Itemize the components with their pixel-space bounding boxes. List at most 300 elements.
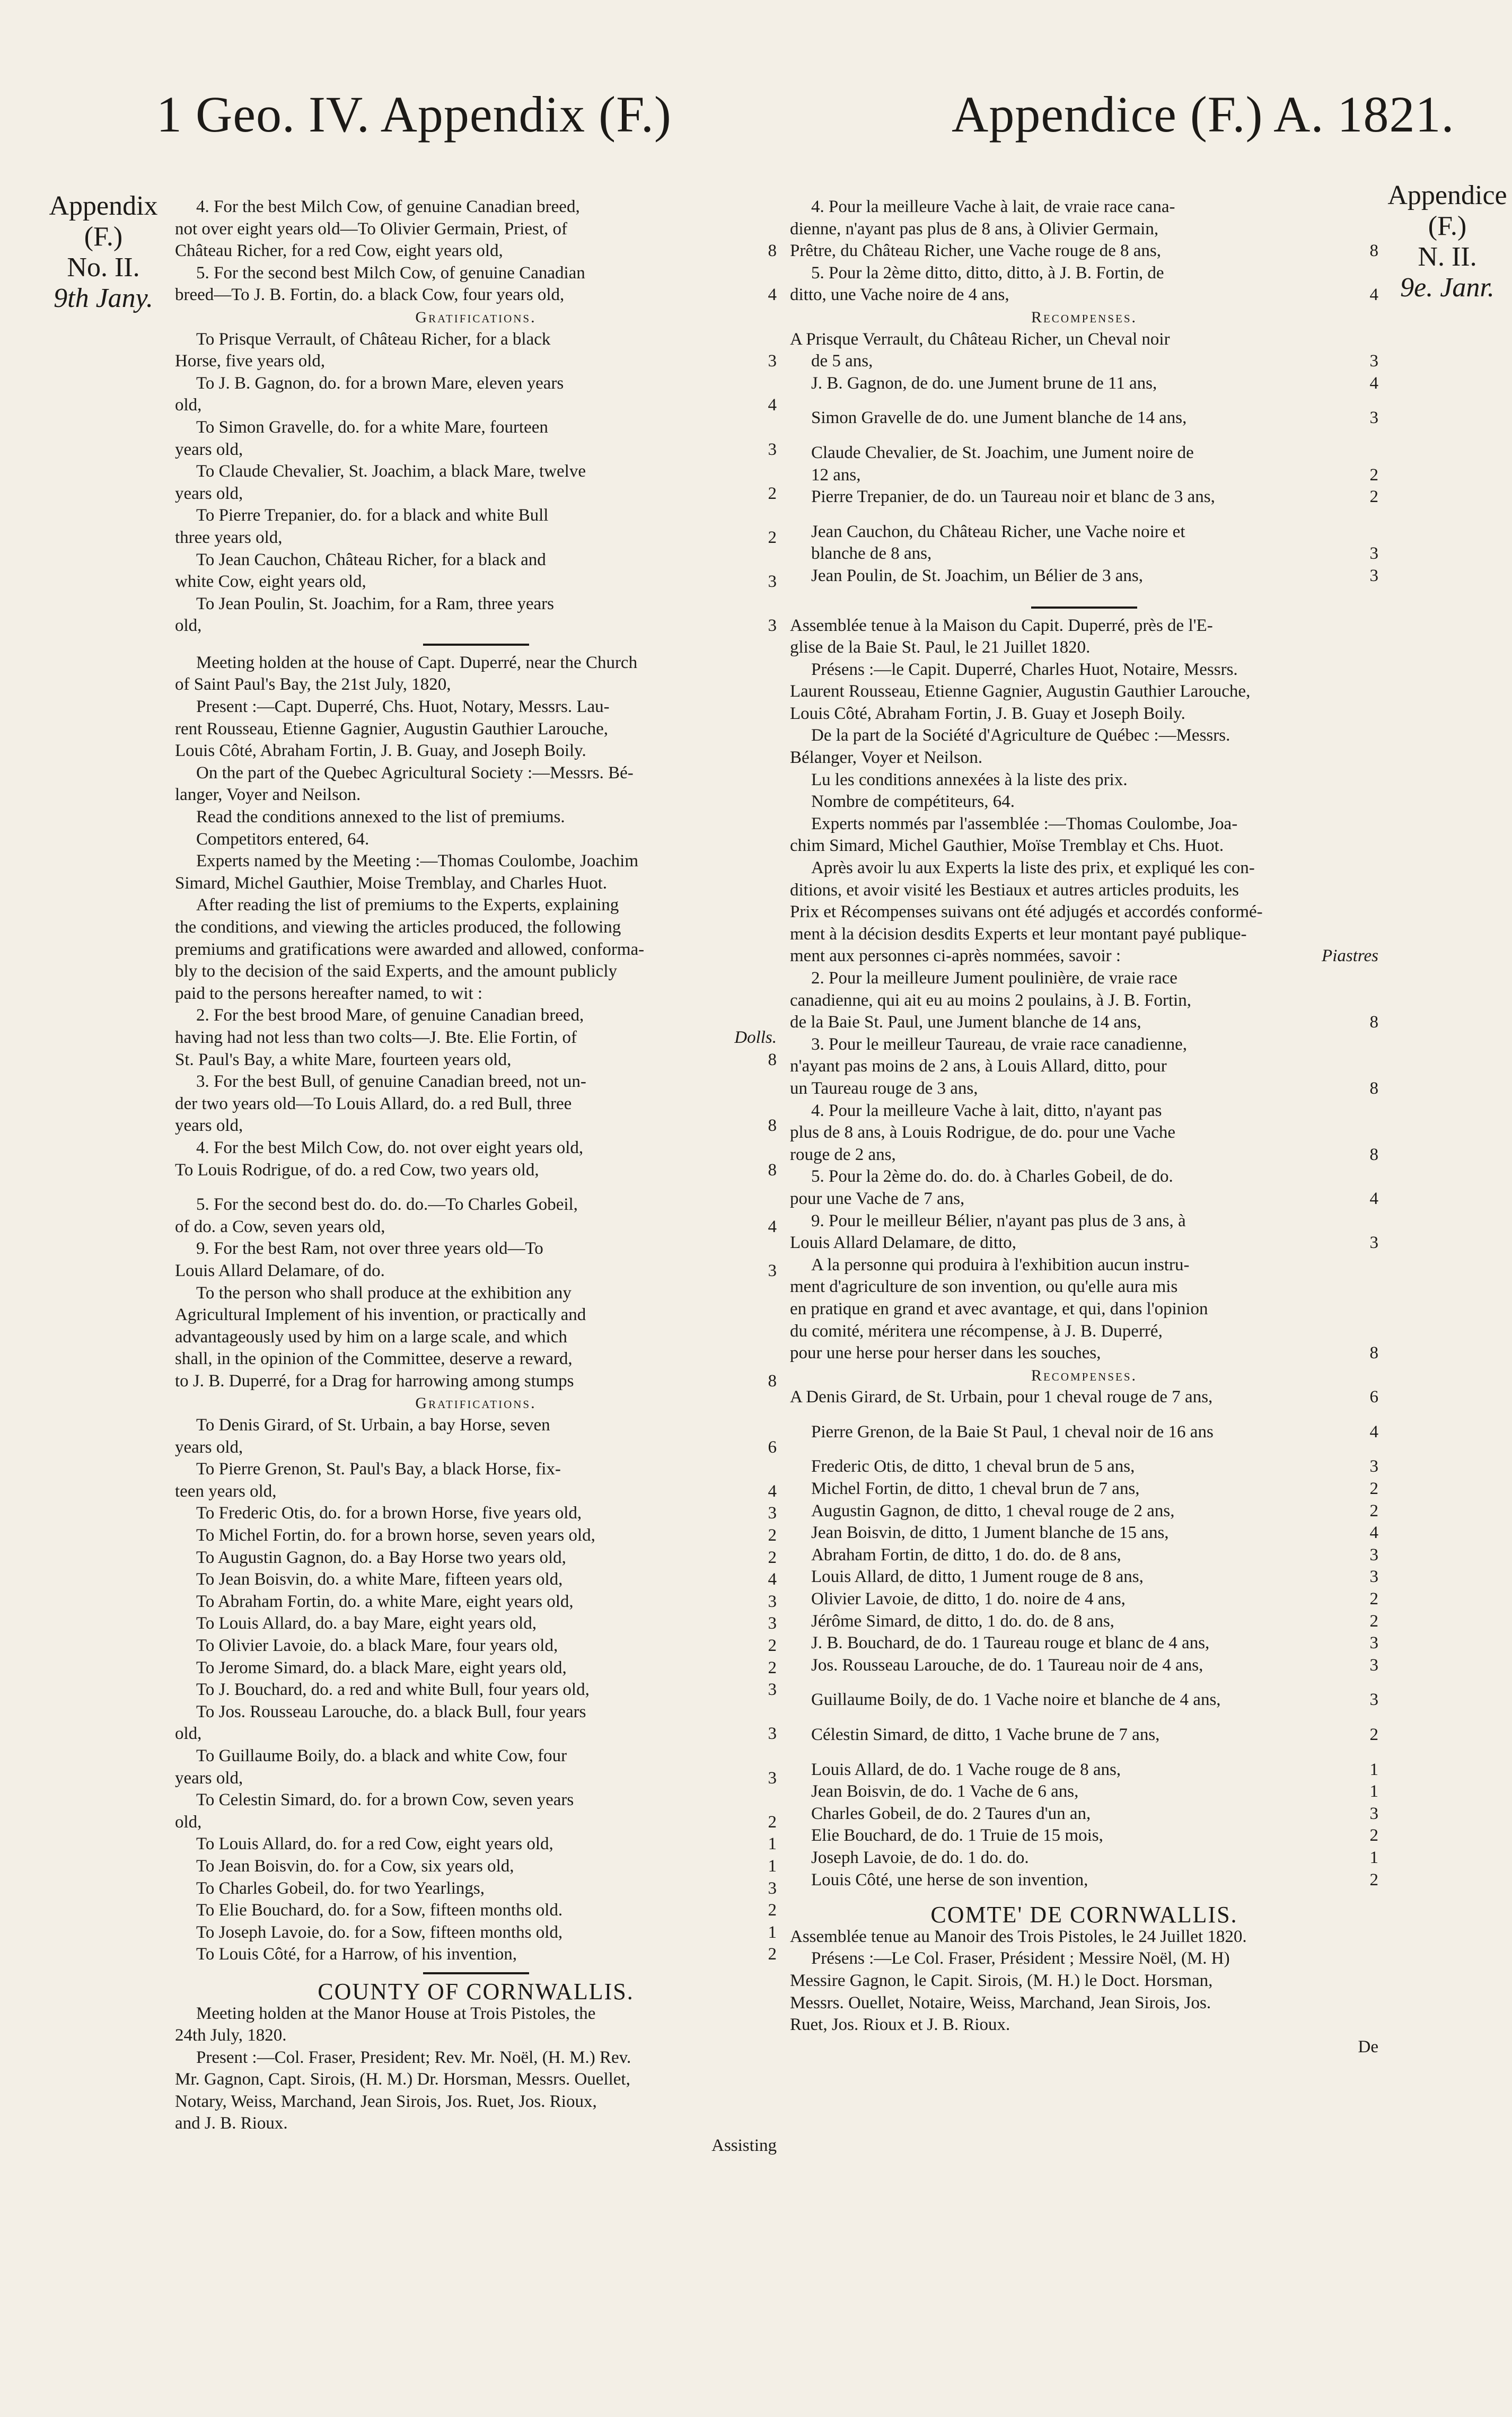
- line-text: and J. B. Rioux.: [175, 2114, 288, 2133]
- text-line: [175, 1238, 777, 1260]
- text-line: [790, 769, 1378, 792]
- text-line: [175, 417, 777, 439]
- text-line: [175, 1392, 777, 1414]
- text-line: [790, 1298, 1378, 1321]
- amount-value: 4: [768, 285, 777, 305]
- line-text: 2. Pour la meilleure Jument poulinière, de vraie race: [811, 969, 1177, 988]
- line-text: To Prisque Verrault, of Château Richer, for a black: [196, 329, 551, 349]
- amount-value: [745, 674, 777, 696]
- text-line: [175, 1437, 777, 1459]
- text-line: [175, 762, 777, 785]
- text-line: [175, 806, 777, 829]
- text-line: [790, 1034, 1378, 1056]
- amount-value: 3: [768, 572, 777, 592]
- margin-label: Appendix: [49, 191, 158, 221]
- amount-value: [745, 329, 777, 351]
- line-text: rouge de 2 ans,: [790, 1145, 896, 1164]
- text-line: [790, 1365, 1378, 1387]
- line-text: To Claude Chevalier, St. Joachim, a black Mare, twelve: [196, 462, 586, 481]
- text-line: [790, 521, 1378, 543]
- line-text: J. B. Bouchard, de do. 1 Taureau rouge et blanc de 4 ans,: [811, 1633, 1210, 1653]
- amount-value: [1347, 196, 1378, 218]
- amount-value: 8: [1369, 1343, 1378, 1363]
- line-text: Augustin Gagnon, de ditto, 1 cheval rouge de 2 ans,: [811, 1501, 1175, 1520]
- line-text: To Louis Allard, do. a bay Mare, eight years old,: [196, 1614, 537, 1633]
- line-text: 4. For the best Milch Cow, do. not over eight years old,: [196, 1138, 584, 1157]
- line-text: 3. For the best Bull, of genuine Canadian breed, not un-: [196, 1072, 586, 1092]
- text-line: [175, 1260, 777, 1282]
- line-text: A Prisque Verrault, du Château Richer, un Cheval noir: [790, 329, 1170, 349]
- text-line: [175, 1049, 777, 1071]
- amount-value: 8: [1369, 1013, 1378, 1032]
- line-text: Assemblée tenue à la Maison du Capit. Duperré, près de l'E-: [790, 616, 1213, 635]
- text-line: [175, 2025, 777, 2047]
- amount-value: 2: [768, 1945, 777, 1964]
- text-line: [175, 240, 777, 262]
- amount-value: [745, 983, 777, 1005]
- amount-value: 2: [768, 528, 777, 547]
- line-text: Michel Fortin, de ditto, 1 cheval brun de 7 ans,: [811, 1479, 1140, 1499]
- amount-value: [745, 2113, 777, 2135]
- line-text: 24th July, 1820.: [175, 2026, 287, 2045]
- text-line: [175, 1856, 777, 1878]
- line-text: Assemblée tenue au Manoir des Trois Pistoles, le 24 Juillet 1820.: [790, 1927, 1247, 1946]
- amount-value: [745, 1745, 777, 1768]
- text-line: [175, 1878, 777, 1900]
- line-text: Experts named by the Meeting :—Thomas Coulombe, Joachim: [196, 851, 639, 871]
- text-line: [175, 740, 777, 762]
- amount-value: 2: [1369, 1611, 1378, 1631]
- amount-value: [745, 1414, 777, 1437]
- text-line: [175, 2113, 777, 2135]
- amount-value: [1347, 1992, 1378, 2015]
- text-line: [175, 1591, 777, 1613]
- amount-value: [1347, 442, 1378, 464]
- line-text: Louis Côté, une herse de son invention,: [811, 1870, 1088, 1889]
- line-text: Pierre Grenon, de la Baie St Paul, 1 cheval noir de 16 ans: [811, 1422, 1214, 1442]
- amount-value: [1347, 1298, 1378, 1321]
- line-text: Notary, Weiss, Marchand, Jean Sirois, Jos. Ruet, Jos. Rioux,: [175, 2091, 597, 2111]
- text-line: [175, 350, 777, 373]
- amount-value: 8: [1369, 241, 1378, 261]
- text-line: [790, 240, 1378, 262]
- line-text: premiums and gratifications were awarded and allowed, conforma-: [175, 939, 645, 959]
- line-text: Château Richer, for a red Cow, eight years old,: [175, 241, 503, 261]
- amount-value: 4: [1369, 1523, 1378, 1543]
- line-text: Jos. Rousseau Larouche, de do. 1 Taureau noir de 4 ans,: [811, 1655, 1203, 1675]
- amount-value: Dolls.: [734, 1027, 777, 1047]
- line-text: dienne, n'ayant pas plus de 8 ans, à Olivier Germain,: [790, 219, 1159, 239]
- text-line: [175, 696, 777, 718]
- line-text: To Jos. Rousseau Larouche, do. a black Bull, four years: [196, 1702, 586, 1721]
- line-text: advantageously used by him on a large scale, and which: [175, 1327, 567, 1347]
- text-line: [175, 549, 777, 572]
- text-line: [175, 593, 777, 616]
- amount-value: [745, 1458, 777, 1481]
- text-line: [790, 1904, 1378, 1926]
- text-line: [790, 637, 1378, 659]
- amount-value: 2: [1369, 1725, 1378, 1744]
- line-text: old,: [175, 1812, 202, 1832]
- amount-value: [745, 696, 777, 718]
- margin-letter: (F.): [84, 222, 123, 252]
- line-text: Louis Allard, de ditto, 1 Jument rouge de 8 ans,: [811, 1567, 1144, 1587]
- text-line: [790, 1746, 1378, 1759]
- line-text: paid to the persons hereafter named, to wit :: [175, 983, 483, 1003]
- text-line: [790, 945, 1378, 968]
- amount-value: [745, 1071, 777, 1093]
- text-line: [175, 784, 777, 806]
- line-text: To Guillaume Boily, do. a black and white Cow, four: [196, 1746, 567, 1765]
- text-line: [175, 1547, 777, 1569]
- text-line: [175, 829, 777, 851]
- text-line: [790, 2036, 1378, 2059]
- line-text: not over eight years old—To Olivier Germain, Priest, of: [175, 219, 568, 239]
- line-text: years old,: [175, 1116, 243, 1136]
- text-line: [175, 961, 777, 983]
- amount-value: [1347, 901, 1378, 924]
- text-line: [790, 1781, 1378, 1803]
- margin-note-left: [40, 191, 167, 314]
- amount-value: [1347, 1056, 1378, 1078]
- text-line: [790, 464, 1378, 487]
- line-text: Meeting holden at the house of Capt. Duperré, near the Church: [196, 653, 638, 672]
- amount-value: [1347, 1926, 1378, 1948]
- text-line: [790, 1632, 1378, 1655]
- amount-value: 3: [768, 1614, 777, 1633]
- amount-value: [745, 1789, 777, 1812]
- amount-value: 2: [1369, 1589, 1378, 1609]
- line-text: COUNTY OF CORNWALLIS.: [318, 1980, 634, 2003]
- text-line: [175, 983, 777, 1005]
- line-text: Lu les conditions annexées à la liste des prix.: [811, 770, 1128, 789]
- amount-value: 8: [768, 1371, 777, 1391]
- text-line: [790, 262, 1378, 285]
- line-text: To J. Bouchard, do. a red and white Bull, four years old,: [196, 1680, 590, 1700]
- text-line: [175, 2047, 777, 2069]
- line-text: of Saint Paul's Bay, the 21st July, 1820,: [175, 675, 451, 695]
- amount-value: 4: [768, 1217, 777, 1236]
- text-line: [175, 1216, 777, 1238]
- amount-value: [745, 2091, 777, 2113]
- line-text: To Louis Côté, for a Harrow, of his invention,: [196, 1945, 517, 1964]
- text-line: [790, 1166, 1378, 1188]
- amount-value: 3: [1369, 1804, 1378, 1823]
- line-text: Frederic Otis, de ditto, 1 cheval brun de 5 ans,: [811, 1457, 1135, 1476]
- line-text: blanche de 8 ans,: [811, 544, 932, 564]
- line-text: Competitors entered, 64.: [196, 829, 370, 849]
- amount-value: [1347, 880, 1378, 902]
- amount-value: 3: [1369, 566, 1378, 585]
- text-line: [790, 429, 1378, 442]
- amount-value: 2: [1369, 465, 1378, 485]
- amount-value: [1347, 1100, 1378, 1122]
- text-line: [790, 747, 1378, 769]
- line-text: COMTE' DE CORNWALLIS.: [930, 1904, 1238, 1926]
- line-text: rent Rousseau, Etienne Gagnier, Augustin Gauthier Larouche,: [175, 719, 609, 739]
- text-line: [790, 350, 1378, 373]
- line-text: Jean Boisvin, de ditto, 1 Jument blanche de 15 ans,: [811, 1523, 1169, 1543]
- line-text: the conditions, and viewing the articles produced, the following: [175, 918, 621, 937]
- text-line: [175, 1005, 777, 1027]
- line-text: Present :—Col. Fraser, President; Rev. Mr. Noël, (H. M.) Rev.: [196, 2047, 631, 2067]
- line-text: Meeting holden at the Manor House at Trois Pistoles, the: [196, 2003, 596, 2023]
- line-text: old,: [175, 1724, 202, 1744]
- text-line: [175, 1326, 777, 1349]
- amount-value: [745, 1348, 777, 1370]
- text-line: [175, 284, 777, 306]
- text-line: [175, 1370, 777, 1393]
- line-text: Recompenses.: [1031, 1366, 1138, 1384]
- amount-value: [1347, 1210, 1378, 1233]
- amount-value: [1347, 1122, 1378, 1144]
- text-line: [175, 306, 777, 329]
- section-rule: [790, 600, 1378, 615]
- line-text: canadienne, qui ait eu au moins 2 poulains, à J. B. Fortin,: [790, 990, 1192, 1010]
- text-line: [790, 725, 1378, 747]
- text-line: [790, 703, 1378, 725]
- text-line: [790, 1456, 1378, 1478]
- amount-value: [1347, 747, 1378, 769]
- amount-value: [745, 806, 777, 829]
- text-line: [790, 1500, 1378, 1523]
- amount-value: 2: [768, 1636, 777, 1655]
- amount-value: [745, 652, 777, 674]
- amount-value: Piastres: [1322, 946, 1378, 966]
- text-line: [175, 1789, 777, 1812]
- text-line: [175, 1304, 777, 1326]
- amount-value: 3: [1369, 1633, 1378, 1653]
- amount-value: 3: [768, 1680, 777, 1700]
- amount-value: [745, 961, 777, 983]
- french-column: [790, 196, 1378, 2058]
- text-line: [790, 508, 1378, 521]
- line-text: old,: [175, 395, 202, 415]
- text-line: [175, 505, 777, 527]
- amount-value: [745, 1304, 777, 1326]
- line-text: Jean Cauchon, du Château Richer, une Vache noire et: [811, 522, 1185, 541]
- text-line: [175, 394, 777, 417]
- line-text: Nombre de compétiteurs, 64.: [811, 792, 1015, 812]
- line-text: en pratique en grand et avec avantage, et qui, dans l'opinion: [790, 1299, 1208, 1319]
- amount-value: 2: [1369, 1479, 1378, 1499]
- amount-value: [1347, 725, 1378, 747]
- amount-value: 6: [1369, 1387, 1378, 1407]
- text-line: [175, 262, 777, 285]
- amount-value: 1: [768, 1922, 777, 1942]
- line-text: To Augustin Gagnon, do. a Bay Horse two years old,: [196, 1548, 566, 1567]
- text-line: [790, 565, 1378, 587]
- text-line: [790, 659, 1378, 681]
- line-text: to J. B. Duperré, for a Drag for harrowing among stumps: [175, 1371, 574, 1391]
- text-line: [790, 924, 1378, 946]
- line-text: To Joseph Lavoie, do. for a Sow, fifteen months old,: [196, 1922, 563, 1942]
- line-text: Pierre Trepanier, de do. un Taureau noir et blanc de 3 ans,: [811, 487, 1215, 507]
- line-text: A la personne qui produira à l'exhibition aucun instru-: [811, 1255, 1190, 1275]
- text-line: [790, 1188, 1378, 1210]
- text-line: [175, 1981, 777, 2003]
- amount-value: 2: [1369, 1826, 1378, 1845]
- amount-value: [745, 1701, 777, 1724]
- line-text: pour une Vache de 7 ans,: [790, 1189, 965, 1208]
- amount-value: 2: [1369, 1501, 1378, 1520]
- section-rule: [175, 1966, 777, 1981]
- text-line: [790, 1566, 1378, 1588]
- text-line: [175, 1159, 777, 1182]
- amount-value: [1347, 1948, 1378, 1970]
- text-line: [790, 791, 1378, 813]
- text-line: [790, 1386, 1378, 1409]
- line-text: having had not less than two colts—J. Bte. Elie Fortin, of: [175, 1027, 577, 1047]
- line-text: n'ayant pas moins de 2 ans, à Louis Allard, ditto, pour: [790, 1057, 1167, 1076]
- amount-value: 4: [768, 395, 777, 415]
- text-line: [790, 1232, 1378, 1254]
- line-text: de la Baie St. Paul, une Jument blanche de 14 ans,: [790, 1013, 1141, 1032]
- amount-value: 2: [768, 1658, 777, 1677]
- text-line: [175, 917, 777, 939]
- text-line: [790, 1522, 1378, 1544]
- line-text: Louis Allard, de do. 1 Vache rouge de 8 ans,: [811, 1760, 1121, 1779]
- text-line: [790, 1122, 1378, 1144]
- amount-value: [745, 505, 777, 527]
- text-line: [175, 1768, 777, 1790]
- amount-value: [745, 873, 777, 895]
- amount-value: [745, 2069, 777, 2091]
- text-line: [790, 1443, 1378, 1456]
- text-line: [790, 1676, 1378, 1689]
- line-text: Experts nommés par l'assemblée :—Thomas Coulombe, Joa-: [811, 814, 1238, 833]
- text-line: [175, 1093, 777, 1115]
- text-line: [175, 718, 777, 741]
- amount-value: 3: [768, 1768, 777, 1788]
- amount-value: 2: [768, 484, 777, 503]
- line-text: 4. Pour la meilleure Vache à lait, de vraie race cana-: [811, 197, 1175, 216]
- line-text: Bélanger, Voyer et Neilson.: [790, 748, 983, 768]
- text-line: [175, 2069, 777, 2091]
- text-line: [790, 486, 1378, 508]
- running-header-left: 1 Geo. IV. Appendix (F.): [156, 86, 672, 143]
- text-line: [175, 2091, 777, 2113]
- text-line: [790, 835, 1378, 857]
- text-line: [175, 850, 777, 873]
- line-text: Horse, five years old,: [175, 351, 326, 371]
- amount-value: [1347, 1166, 1378, 1188]
- amount-value: [745, 218, 777, 241]
- text-line: [175, 1137, 777, 1159]
- line-text: De la part de la Société d'Agriculture de Québec :—Messrs.: [811, 726, 1230, 745]
- amount-value: 4: [1369, 1422, 1378, 1442]
- line-text: ment à la décision desdits Experts et leur montant payé publique-: [790, 924, 1247, 944]
- amount-value: 2: [1369, 487, 1378, 507]
- text-line: [175, 894, 777, 917]
- line-text: plus de 8 ans, à Louis Rodrigue, de do. pour une Vache: [790, 1123, 1176, 1142]
- line-text: Louis Allard Delamare, of do.: [175, 1261, 385, 1280]
- line-text: 5. Pour la 2ème do. do. do. à Charles Gobeil, de do.: [811, 1167, 1173, 1186]
- text-line: [790, 1588, 1378, 1611]
- text-line: [790, 1276, 1378, 1298]
- amount-value: 3: [768, 351, 777, 371]
- line-text: On the part of the Quebec Agricultural Society :—Messrs. Bé-: [196, 763, 634, 783]
- text-line: [175, 1900, 777, 1922]
- text-line: [175, 1833, 777, 1856]
- line-text: A Denis Girard, de St. Urbain, pour 1 cheval rouge de 7 ans,: [790, 1387, 1213, 1407]
- text-line: [790, 394, 1378, 407]
- amount-value: [1347, 1254, 1378, 1277]
- text-line: [175, 1414, 777, 1437]
- line-text: un Taureau rouge de 3 ans,: [790, 1078, 978, 1098]
- text-line: [790, 306, 1378, 329]
- text-line: [790, 681, 1378, 703]
- amount-value: [745, 894, 777, 917]
- amount-value: 3: [768, 440, 777, 459]
- amount-value: [745, 549, 777, 572]
- line-text: Louis Côté, Abraham Fortin, J. B. Guay, and Joseph Boily.: [175, 741, 586, 761]
- line-text: Mr. Gagnon, Capt. Sirois, (H. M.) Dr. Horsman, Messrs. Ouellet,: [175, 2070, 630, 2089]
- text-line: [790, 1100, 1378, 1122]
- text-line: [790, 1321, 1378, 1343]
- text-line: [175, 1723, 777, 1745]
- amount-value: 1: [1369, 1782, 1378, 1801]
- line-text: pour une herse pour herser dans les souches,: [790, 1343, 1101, 1363]
- text-line: [175, 527, 777, 549]
- line-text: Jean Poulin, de St. Joachim, un Bélier de 3 ans,: [811, 566, 1143, 585]
- line-text: breed—To J. B. Fortin, do. a black Cow, four years old,: [175, 285, 565, 305]
- amount-value: [1347, 1321, 1378, 1343]
- amount-value: 3: [1369, 351, 1378, 371]
- text-line: [175, 1613, 777, 1635]
- text-line: [790, 1478, 1378, 1500]
- text-line: [175, 1745, 777, 1768]
- amount-value: [1347, 329, 1378, 351]
- text-line: [790, 1056, 1378, 1078]
- amount-value: 3: [768, 616, 777, 636]
- line-text: Après avoir lu aux Experts la liste des prix, et expliqué les con-: [811, 858, 1255, 878]
- text-line: [175, 1027, 777, 1049]
- english-column: [175, 196, 777, 2157]
- amount-value: 4: [768, 1481, 777, 1501]
- amount-value: [745, 762, 777, 785]
- text-line: [790, 2014, 1378, 2036]
- line-text: Gratifications.: [415, 308, 537, 326]
- line-text: St. Paul's Bay, a white Mare, fourteen years old,: [175, 1050, 512, 1069]
- text-line: [790, 1078, 1378, 1100]
- amount-value: [745, 417, 777, 439]
- text-line: [790, 857, 1378, 880]
- margin-label: Appendice: [1387, 180, 1507, 210]
- text-line: [175, 483, 777, 505]
- amount-value: [745, 1282, 777, 1305]
- text-line: [175, 1922, 777, 1944]
- margin-date: 9th Jany.: [54, 283, 153, 313]
- amount-value: 6: [768, 1437, 777, 1457]
- line-text: shall, in the opinion of the Committee, deserve a reward,: [175, 1349, 573, 1369]
- amount-value: [1347, 990, 1378, 1012]
- margin-date: 9e. Janr.: [1400, 273, 1495, 303]
- text-line: [790, 1342, 1378, 1365]
- text-line: [790, 218, 1378, 241]
- text-line: [790, 1254, 1378, 1277]
- text-line: [790, 1803, 1378, 1825]
- line-text: ment d'agriculture de son invention, ou qu'elle aura mis: [790, 1277, 1178, 1297]
- amount-value: [745, 1093, 777, 1115]
- line-text: To Celestin Simard, do. for a brown Cow, seven years: [196, 1790, 574, 1810]
- amount-value: [1347, 681, 1378, 703]
- text-line: [175, 615, 777, 637]
- text-line: [790, 543, 1378, 565]
- line-text: Simard, Michel Gauthier, Moise Tremblay, and Charles Huot.: [175, 873, 608, 893]
- line-text: 4. Pour la meilleure Vache à lait, ditto, n'ayant pas: [811, 1101, 1162, 1120]
- amount-value: 8: [768, 1160, 777, 1180]
